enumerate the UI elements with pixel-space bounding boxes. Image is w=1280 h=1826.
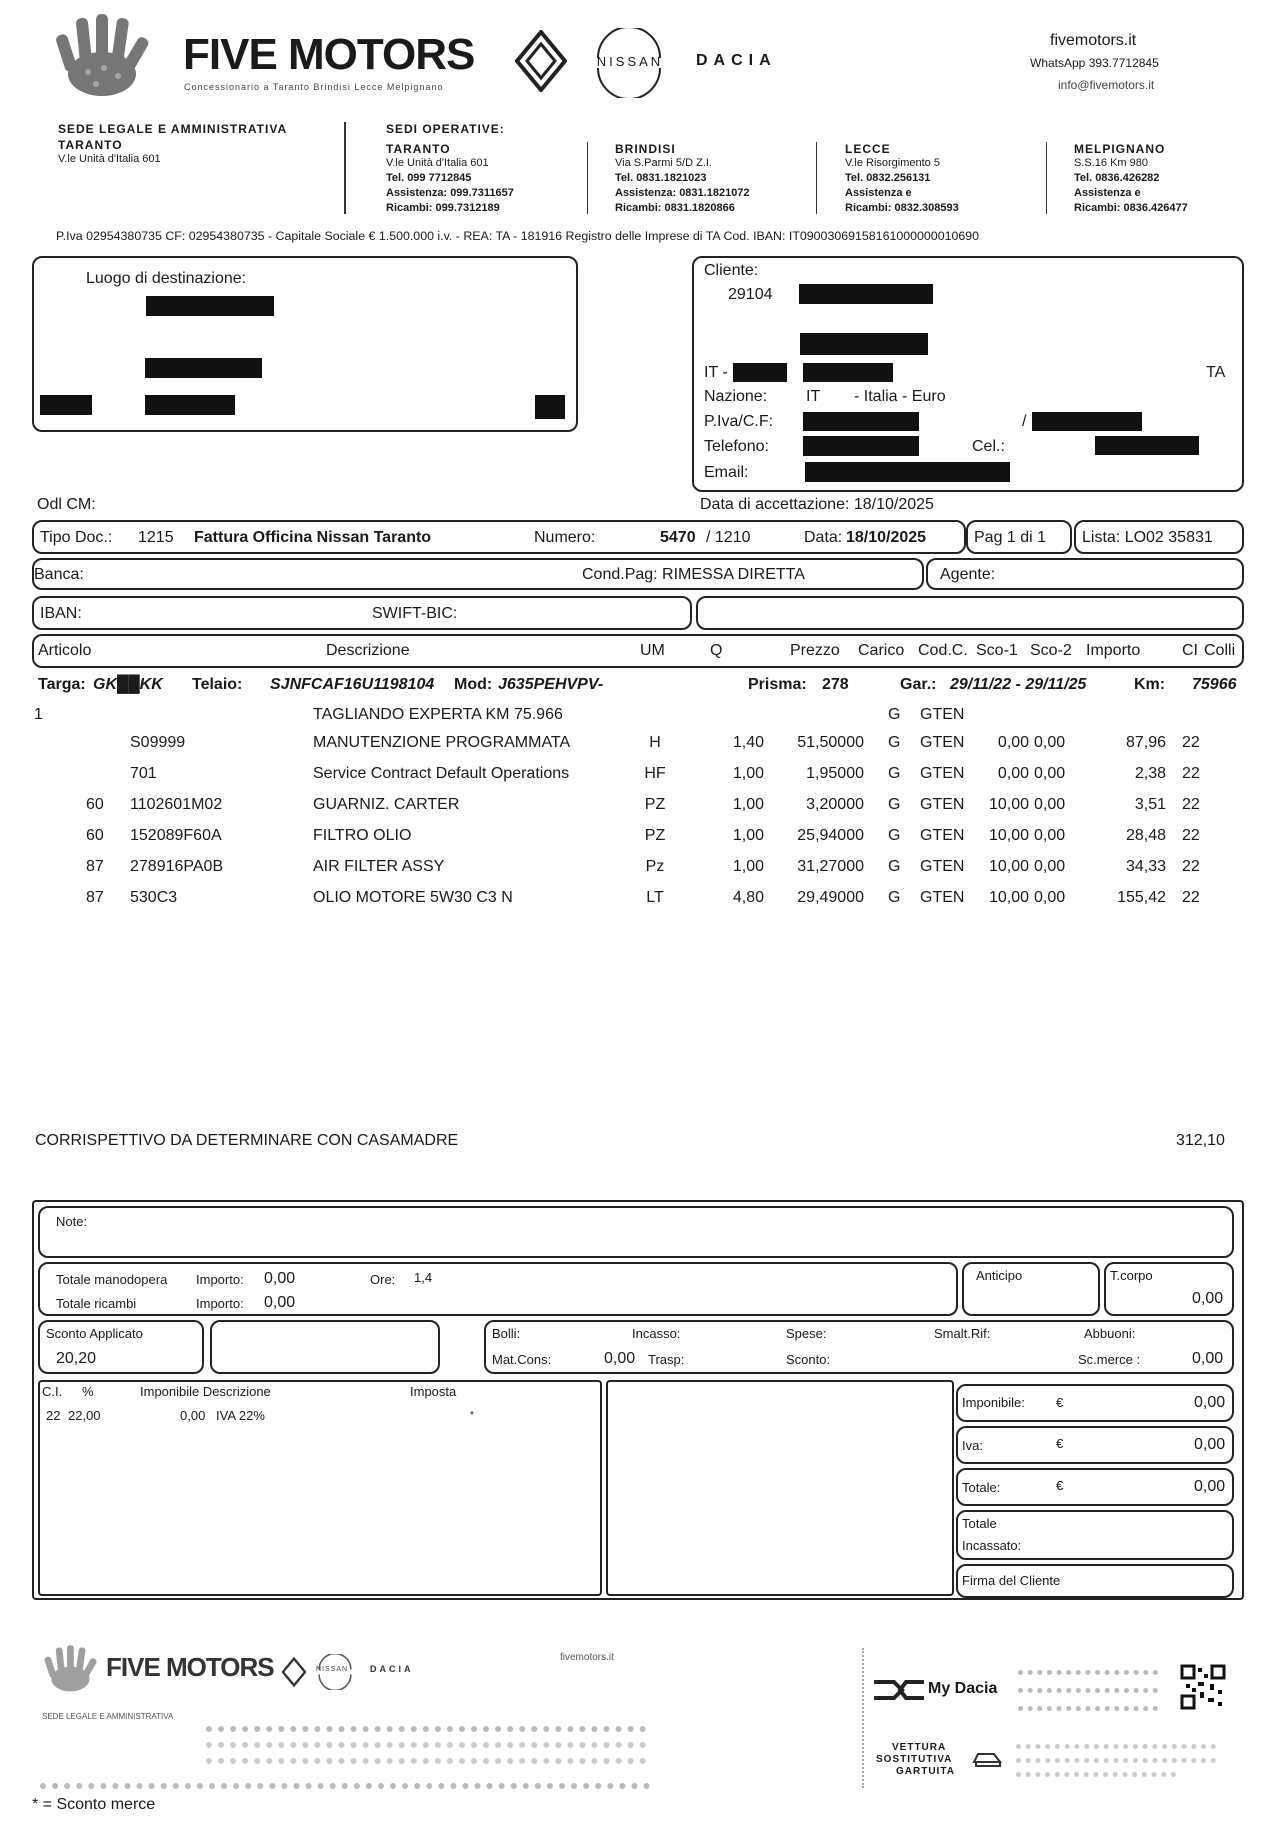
courtesy-car-icon	[970, 1746, 1004, 1770]
parts-importo-value: 0,00	[264, 1294, 296, 1311]
labour-box	[38, 1262, 958, 1316]
sede-addr: V.le Unità d'Italia 601	[386, 157, 489, 169]
nation-code: IT	[806, 388, 821, 405]
iva-label: Iva:	[962, 1438, 983, 1453]
doc-type-box	[32, 520, 966, 554]
footer-nissan: NISSAN	[316, 1666, 349, 1673]
redacted-field	[145, 395, 235, 415]
job-row	[0, 706, 1280, 736]
imponibile-box	[956, 1384, 1234, 1422]
client-label: Cliente:	[704, 262, 759, 279]
redacted-field	[800, 333, 928, 355]
piva-label: P.Iva/C.F:	[704, 413, 774, 430]
line-article: 278916PA0B	[130, 858, 224, 875]
doc-date-label: Data:	[804, 529, 843, 546]
line-discount-2: 0,00	[1034, 734, 1066, 751]
redacted-field	[1032, 412, 1142, 431]
spese-label: Spese:	[786, 1326, 827, 1341]
sede-city: BRINDISI	[615, 142, 676, 156]
smalt-label: Smalt.Rif:	[934, 1326, 991, 1341]
table-row	[0, 827, 1280, 857]
line-description: FILTRO OLIO	[313, 827, 412, 844]
line-amount: 28,48	[1125, 827, 1166, 844]
line-discount-1: 10,00	[988, 858, 1029, 875]
vat-empty-box	[606, 1380, 954, 1596]
line-quantity: 1,00	[732, 827, 764, 844]
vat-head-imponibile: Imponibile Descrizione	[140, 1384, 271, 1399]
brand-tagline: Concessionario a Taranto Brindisi Lecce Melpignano	[184, 82, 444, 92]
tcorpo-box	[1104, 1262, 1234, 1316]
job-carico: G	[888, 706, 901, 723]
line-vat-code: 22	[1182, 827, 1200, 844]
telaio-value: SJNFCAF16U1198104	[270, 676, 435, 693]
table-row	[0, 765, 1280, 795]
doc-number: 5470	[660, 529, 696, 546]
totale-currency: €	[1056, 1478, 1064, 1493]
page-count: Pag 1 di 1	[974, 529, 1047, 546]
line-codc: GTEN	[920, 765, 965, 782]
bank-label: Banca:	[34, 566, 84, 583]
line-amount: 2,38	[1134, 765, 1166, 782]
line-price: 25,94000	[797, 827, 864, 844]
col-prezzo: Prezzo	[790, 642, 840, 659]
vettura-line-3: GARTUITA	[896, 1766, 955, 1777]
line-group: 87	[86, 889, 104, 906]
job-codc: GTEN	[920, 706, 965, 723]
labour-importo-label: Importo:	[196, 1272, 244, 1287]
redacted-field	[733, 363, 787, 382]
incassato-label-1: Totale	[962, 1516, 997, 1531]
km-value: 75966	[1192, 676, 1237, 693]
sede-assist: Assistenza: 099.7311657	[386, 187, 514, 199]
sede-assist: Assistenza e	[845, 187, 912, 199]
line-vat-code: 22	[1182, 734, 1200, 751]
legal-line: P.Iva 02954380735 CF: 02954380735 - Capitale Sociale € 1.500.000 i.v. - REA: TA - 181916 Registro delle Imprese di TA Cod. IBAN: IT09003069158161000000010690	[56, 229, 980, 243]
agent-box	[926, 558, 1244, 590]
gar-value: 29/11/22 - 29/11/25	[950, 676, 1087, 693]
table-row	[0, 889, 1280, 919]
bank-box	[32, 558, 924, 590]
line-amount: 87,96	[1125, 734, 1166, 751]
sede-taranto	[386, 142, 514, 216]
line-um: H	[649, 734, 661, 751]
sede-ricambi: Ricambi: 099.7312189	[386, 202, 500, 214]
col-sco1: Sco-1	[976, 642, 1018, 659]
iban-box	[32, 596, 692, 630]
line-carico: G	[888, 858, 901, 875]
line-price: 3,20000	[806, 796, 864, 813]
footer-dacia: DACIA	[370, 1664, 414, 1674]
line-amount: 155,42	[1117, 889, 1166, 906]
payment-terms: Cond.Pag: RIMESSA DIRETTA	[582, 566, 805, 583]
footer-text-blur	[1016, 1744, 1216, 1749]
redacted-field	[535, 395, 565, 419]
redacted-field	[803, 363, 893, 382]
totale-value: 0,00	[1194, 1478, 1226, 1495]
footer-note: * = Sconto merce	[32, 1796, 156, 1813]
line-price: 31,27000	[797, 858, 864, 875]
sede-tel: Tel. 0832.256131	[845, 172, 931, 184]
doc-type-label: Tipo Doc.:	[40, 529, 113, 546]
odl-label: Odl CM:	[37, 496, 96, 513]
line-discount-1: 10,00	[988, 796, 1029, 813]
line-price: 51,50000	[797, 734, 864, 751]
line-discount-1: 10,00	[988, 827, 1029, 844]
renault-logo-icon	[515, 30, 567, 92]
sede-legale-title: SEDE LEGALE E AMMINISTRATIVA	[58, 122, 288, 136]
agent-label: Agente:	[940, 566, 996, 583]
sede-ricambi: Ricambi: 0832.308593	[845, 202, 959, 214]
charges-box	[484, 1320, 1234, 1374]
incasso-label: Incasso:	[632, 1326, 681, 1341]
col-codc: Cod.C.	[918, 642, 968, 659]
line-description: Service Contract Default Operations	[313, 765, 570, 782]
line-article: 701	[130, 765, 157, 782]
scmerce-label: Sc.merce :	[1078, 1352, 1141, 1367]
nation-label: Nazione:	[704, 388, 768, 405]
parts-importo-label: Importo:	[196, 1296, 244, 1311]
my-dacia-logo-icon	[872, 1678, 926, 1702]
abbuoni-label: Abbuoni:	[1084, 1326, 1136, 1341]
page-box	[966, 520, 1072, 554]
line-vat-code: 22	[1182, 858, 1200, 875]
doc-date: 18/10/2025	[846, 529, 927, 546]
sede-melpignano	[1074, 142, 1188, 216]
line-quantity: 1,00	[732, 765, 764, 782]
line-quantity: 4,80	[732, 889, 764, 906]
sede-brindisi	[615, 142, 750, 216]
sede-tel: Tel. 0836.426282	[1074, 172, 1160, 184]
totale-label: Totale:	[962, 1480, 1001, 1495]
note-box	[38, 1206, 1234, 1258]
line-article: S09999	[130, 734, 186, 751]
vat-row-desc: IVA 22%	[216, 1408, 265, 1423]
redacted-field	[40, 395, 92, 415]
qr-code-icon	[1180, 1664, 1226, 1710]
line-description: GUARNIZ. CARTER	[313, 796, 460, 813]
line-quantity: 1,00	[732, 858, 764, 875]
totale-box	[956, 1468, 1234, 1506]
line-discount-1: 10,00	[988, 889, 1029, 906]
line-um: Pz	[645, 858, 665, 875]
scmerce-value: 0,00	[1192, 1350, 1224, 1367]
website: fivemotors.it	[1050, 32, 1137, 49]
nissan-wordmark: NISSAN	[596, 54, 664, 69]
footer-sede-label: SEDE LEGALE E AMMINISTRATIVA	[42, 1712, 174, 1721]
line-um: PZ	[644, 796, 666, 813]
sede-city: MELPIGNANO	[1074, 142, 1166, 156]
client-email-label: Email:	[704, 464, 749, 481]
note-label: Note:	[56, 1214, 88, 1229]
col-importo: Importo	[1086, 642, 1141, 659]
whatsapp: WhatsApp 393.7712845	[1030, 56, 1159, 70]
line-vat-code: 22	[1182, 765, 1200, 782]
line-codc: GTEN	[920, 889, 965, 906]
redacted-field	[799, 284, 933, 304]
redacted-field	[145, 358, 262, 378]
telaio-label: Telaio:	[192, 676, 243, 693]
corrispettivo-label: CORRISPETTIVO DA DETERMINARE CON CASAMADRE	[35, 1132, 459, 1149]
hours-label: Ore:	[370, 1272, 396, 1287]
iva-currency: €	[1056, 1436, 1064, 1451]
piva-slash: /	[1022, 413, 1027, 430]
sede-addr: S.S.16 Km 980	[1074, 157, 1148, 169]
line-discount-1: 0,00	[997, 765, 1029, 782]
anticipo-box	[962, 1262, 1100, 1316]
line-article: 1102601M02	[130, 796, 223, 813]
footer-text-blur	[1018, 1688, 1158, 1693]
line-vat-code: 22	[1182, 796, 1200, 813]
phone-label: Telefono:	[704, 438, 769, 455]
vat-head-imposta: Imposta	[410, 1384, 457, 1399]
redacted-field	[146, 296, 274, 316]
sedi-operative-title: SEDI OPERATIVE:	[386, 122, 505, 136]
iva-value: 0,00	[1194, 1436, 1226, 1453]
line-um: HF	[644, 765, 666, 782]
line-group: 87	[86, 858, 104, 875]
labour-total-label: Totale manodopera	[56, 1272, 168, 1287]
targa-value: GK██KK	[93, 676, 163, 693]
imponibile-label: Imponibile:	[962, 1395, 1025, 1410]
footer-divider	[862, 1648, 864, 1788]
sede-legale-city: TARANTO	[58, 138, 123, 152]
vat-head-pct: %	[82, 1384, 94, 1399]
anticipo-label: Anticipo	[976, 1268, 1023, 1283]
col-q: Q	[710, 642, 723, 659]
sede-addr: Via S.Parmi 5/D Z.I.	[615, 157, 712, 169]
table-row	[0, 796, 1280, 826]
matcons-label: Mat.Cons:	[492, 1352, 552, 1367]
line-discount-2: 0,00	[1034, 858, 1066, 875]
signature-box	[956, 1564, 1234, 1598]
redacted-field	[803, 412, 919, 431]
discount-box	[38, 1320, 204, 1374]
vettura-line-1: VETTURA	[892, 1742, 947, 1753]
brand-name: FIVE MOTORS	[183, 30, 475, 79]
sconto-label: Sconto:	[786, 1352, 831, 1367]
table-row	[0, 858, 1280, 888]
footer-text-blur	[206, 1726, 646, 1732]
footer-text-blur	[40, 1783, 650, 1789]
line-article: 530C3	[130, 889, 178, 906]
table-row	[0, 734, 1280, 764]
contact-email: info@fivemotors.it	[1058, 78, 1155, 92]
col-ci: CI	[1182, 642, 1198, 659]
job-number: 1	[34, 706, 43, 723]
vat-row-pct: 22,00	[68, 1408, 101, 1423]
line-quantity: 1,40	[732, 734, 764, 751]
hand-logo-icon	[40, 1640, 102, 1700]
line-quantity: 1,00	[732, 796, 764, 813]
sede-addr: V.le Risorgimento 5	[845, 157, 940, 169]
col-um: UM	[640, 642, 665, 659]
footer-brand: FIVE MOTORS	[106, 1652, 274, 1682]
columns-header	[32, 634, 1244, 668]
footer-website: fivemotors.it	[560, 1652, 614, 1663]
my-dacia-label: My Dacia	[928, 1680, 998, 1697]
sede-legale	[58, 122, 287, 167]
bolli-label: Bolli:	[492, 1326, 521, 1341]
incassato-label-2: Incassato:	[962, 1538, 1022, 1553]
line-discount-1: 0,00	[997, 734, 1029, 751]
empty-box	[210, 1320, 440, 1374]
imponibile-value: 0,00	[1194, 1394, 1226, 1411]
redacted-field	[1095, 436, 1199, 455]
vat-head-ci: C.I.	[42, 1384, 63, 1399]
line-carico: G	[888, 796, 901, 813]
line-article: 152089F60A	[130, 827, 222, 844]
footer-text-blur	[1018, 1670, 1158, 1675]
labour-importo-value: 0,00	[264, 1270, 296, 1287]
line-amount: 3,51	[1134, 796, 1166, 813]
cel-label: Cel.:	[972, 438, 1005, 455]
vettura-line-2: SOSTITUTIVA	[876, 1754, 953, 1765]
job-description: TAGLIANDO EXPERTA KM 75.966	[313, 706, 563, 723]
footer-text-blur	[1016, 1758, 1216, 1763]
doc-type-code: 1215	[138, 529, 174, 546]
line-discount-2: 0,00	[1034, 796, 1066, 813]
tcorpo-label: T.corpo	[1110, 1268, 1153, 1283]
sede-city: TARANTO	[386, 142, 451, 156]
acceptance-date: Data di accettazione: 18/10/2025	[700, 496, 934, 513]
col-carico: Carico	[858, 642, 905, 659]
lista-box	[1074, 520, 1244, 554]
footer-text-blur	[1016, 1772, 1176, 1777]
sede-ricambi: Ricambi: 0836.426477	[1074, 202, 1188, 214]
imponibile-currency: €	[1056, 1395, 1064, 1410]
doc-number-label: Numero:	[534, 529, 596, 546]
destination-label: Luogo di destinazione:	[86, 270, 247, 287]
sede-assist: Assistenza e	[1074, 187, 1141, 199]
line-discount-2: 0,00	[1034, 827, 1066, 844]
line-price: 1,95000	[806, 765, 864, 782]
sede-legale-addr: V.le Unità d'Italia 601	[58, 153, 161, 165]
footer-text-blur	[206, 1758, 646, 1764]
footer-text-blur	[206, 1742, 646, 1748]
sede-tel: Tel. 099 7712845	[386, 172, 472, 184]
incassato-box	[956, 1510, 1234, 1560]
lista-value: Lista: LO02 35831	[1082, 529, 1213, 546]
km-label: Km:	[1134, 676, 1166, 693]
vat-row-ci: 22	[46, 1408, 61, 1423]
dacia-wordmark: DACIA	[696, 52, 777, 69]
iban-label: IBAN:	[40, 605, 82, 622]
swift-label: SWIFT-BIC:	[372, 605, 458, 622]
prisma-label: Prisma:	[748, 676, 807, 693]
line-codc: GTEN	[920, 734, 965, 751]
line-codc: GTEN	[920, 827, 965, 844]
hours-value: 1,4	[414, 1270, 433, 1285]
line-carico: G	[888, 827, 901, 844]
vat-row-imponibile: 0,00	[180, 1408, 206, 1423]
line-description: MANUTENZIONE PROGRAMMATA	[313, 734, 571, 751]
line-amount: 34,33	[1125, 858, 1166, 875]
gar-label: Gar.:	[900, 676, 937, 693]
vat-row-mark: *	[470, 1410, 474, 1421]
mod-value: J635PEHVPV-	[498, 676, 604, 693]
signature-label: Firma del Cliente	[962, 1573, 1061, 1588]
footer-text-blur	[1018, 1706, 1158, 1711]
line-codc: GTEN	[920, 796, 965, 813]
client-country-prefix: IT -	[704, 364, 728, 381]
line-vat-code: 22	[1182, 889, 1200, 906]
trasp-label: Trasp:	[648, 1352, 685, 1367]
sede-lecce	[845, 142, 959, 216]
col-articolo: Articolo	[38, 642, 92, 659]
targa-label: Targa:	[38, 676, 86, 693]
prisma-value: 278	[822, 676, 849, 693]
col-descrizione: Descrizione	[326, 642, 410, 659]
doc-type-name: Fattura Officina Nissan Taranto	[194, 529, 432, 546]
destination-box	[32, 256, 578, 432]
parts-total-label: Totale ricambi	[56, 1296, 137, 1311]
line-group: 60	[86, 827, 104, 844]
doc-number-series: / 1210	[706, 529, 751, 546]
line-um: PZ	[644, 827, 666, 844]
mod-label: Mod:	[454, 676, 493, 693]
tcorpo-value: 0,00	[1192, 1290, 1224, 1307]
client-province: TA	[1206, 364, 1226, 381]
col-sco2: Sco-2	[1030, 642, 1072, 659]
line-um: LT	[646, 889, 664, 906]
sede-assist: Assistenza: 0831.1821072	[615, 187, 750, 199]
line-carico: G	[888, 734, 901, 751]
corrispettivo-value: 312,10	[1176, 1132, 1225, 1149]
discount-label: Sconto Applicato	[46, 1326, 143, 1341]
line-carico: G	[888, 765, 901, 782]
iban-extra-box	[696, 596, 1244, 630]
matcons-value: 0,00	[604, 1350, 636, 1367]
client-code: 29104	[728, 286, 773, 303]
col-colli: Colli	[1204, 642, 1236, 659]
line-description: AIR FILTER ASSY	[313, 858, 445, 875]
discount-value: 20,20	[56, 1350, 97, 1367]
line-carico: G	[888, 889, 901, 906]
redacted-field	[805, 462, 1010, 482]
line-discount-2: 0,00	[1034, 889, 1066, 906]
renault-logo-icon	[282, 1656, 306, 1688]
line-discount-2: 0,00	[1034, 765, 1066, 782]
hand-logo-icon	[48, 12, 158, 104]
iva-box	[956, 1426, 1234, 1464]
sede-ricambi: Ricambi: 0831.1820866	[615, 202, 735, 214]
sede-city: LECCE	[845, 142, 891, 156]
vat-box	[38, 1380, 602, 1596]
line-group: 60	[86, 796, 104, 813]
nation-value: - Italia - Euro	[854, 388, 946, 405]
line-codc: GTEN	[920, 858, 965, 875]
line-price: 29,49000	[797, 889, 864, 906]
redacted-field	[803, 436, 919, 456]
line-description: OLIO MOTORE 5W30 C3 N	[313, 889, 513, 906]
sede-tel: Tel. 0831.1821023	[615, 172, 707, 184]
